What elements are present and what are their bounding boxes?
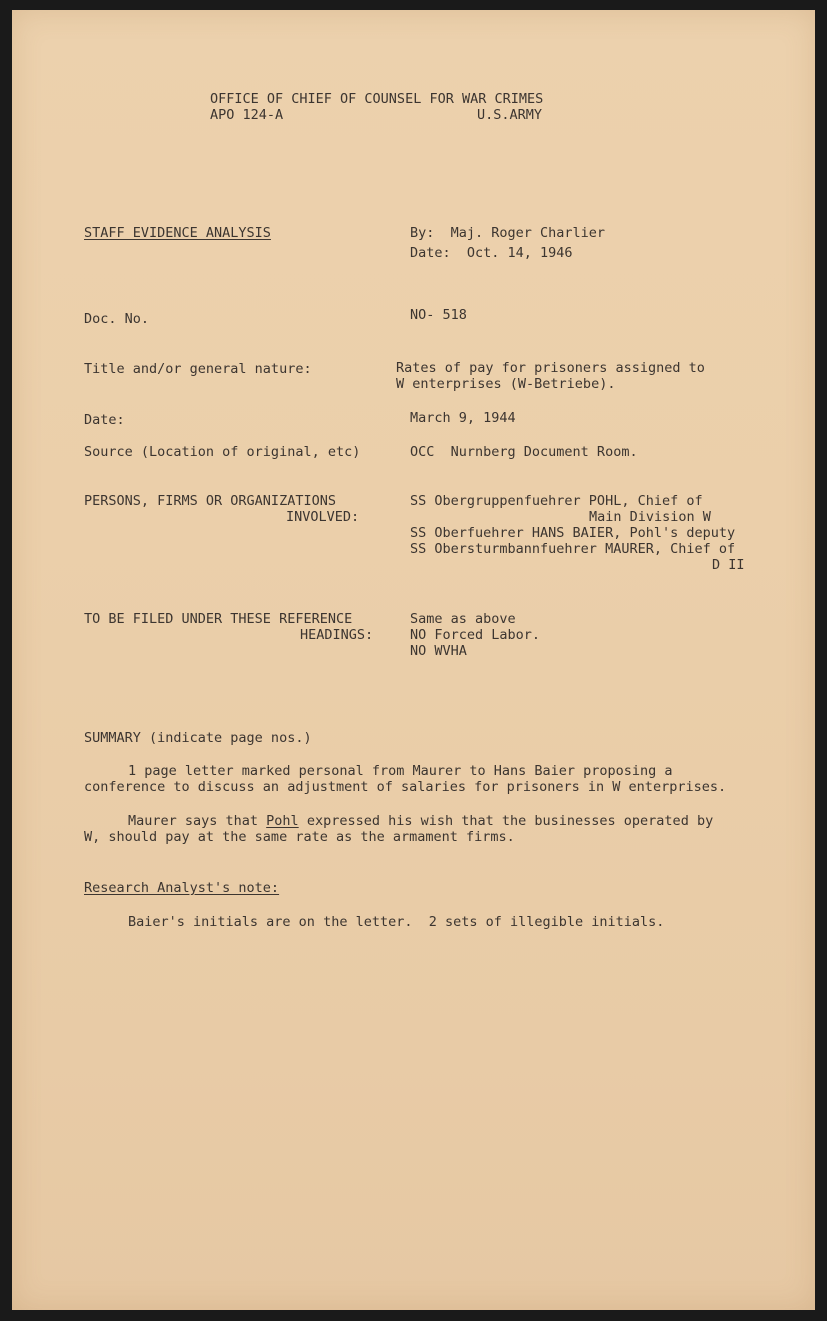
summary-heading: SUMMARY (indicate page nos.) [84,730,312,746]
reference-line2: NO Forced Labor. [410,627,541,643]
apo-number: APO 124-A [210,107,284,123]
source-value: OCC Nurnberg Document Room. [410,444,638,460]
research-note-heading: Research Analyst's note: [84,880,280,896]
summary-p1-line2: conference to discuss an adjustment of salaries for prisoners in W enterprises. [84,779,727,795]
research-note-text: Baier's initials are on the letter. 2 sets of illegible initials. [128,914,665,930]
title-value-line2: W enterprises (W-Betriebe). [396,376,616,392]
reference-label-line1: TO BE FILED UNDER THESE REFERENCE [84,611,353,627]
document-paper [12,10,815,1310]
army-label: U.S.ARMY [477,107,543,123]
persons-line4: SS Obersturmbannfuehrer MAURER, Chief of [410,541,736,557]
date-value: March 9, 1944 [410,410,516,426]
summary-p2-text-a: Maurer says that [128,813,267,829]
office-heading: OFFICE OF CHIEF OF COUNSEL FOR WAR CRIMES [210,91,544,107]
summary-p2-line2: W, should pay at the same rate as the armament firms. [84,829,515,845]
analyst-name: By: Maj. Roger Charlier [410,225,606,241]
persons-line5: D II [712,557,745,573]
persons-line2: Main Division W [589,509,711,525]
doc-number-value: NO- 518 [410,307,467,323]
persons-label-line1: PERSONS, FIRMS OR ORGANIZATIONS [84,493,336,509]
summary-pohl-underlined: Pohl [266,813,299,829]
date-label: Date: [84,412,125,428]
source-label: Source (Location of original, etc) [84,444,361,460]
summary-p2-text-b: expressed his wish that the businesses operated by [298,813,714,829]
persons-label-line2: INVOLVED: [286,509,360,525]
analysis-date: Date: Oct. 14, 1946 [410,245,573,261]
doc-number-label: Doc. No. [84,311,150,327]
summary-p1-line1: 1 page letter marked personal from Maurer to Hans Baier proposing a [128,763,673,779]
persons-line1: SS Obergruppenfuehrer POHL, Chief of [410,493,703,509]
summary-p2-line1 [128,813,713,829]
persons-line3: SS Oberfuehrer HANS BAIER, Pohl's deputy [410,525,736,541]
title-label: Title and/or general nature: [84,361,312,377]
reference-line1: Same as above [410,611,516,627]
reference-label-line2: HEADINGS: [300,627,374,643]
reference-line3: NO WVHA [410,643,467,659]
analysis-heading: STAFF EVIDENCE ANALYSIS [84,225,271,241]
title-value-line1: Rates of pay for prisoners assigned to [396,360,705,376]
